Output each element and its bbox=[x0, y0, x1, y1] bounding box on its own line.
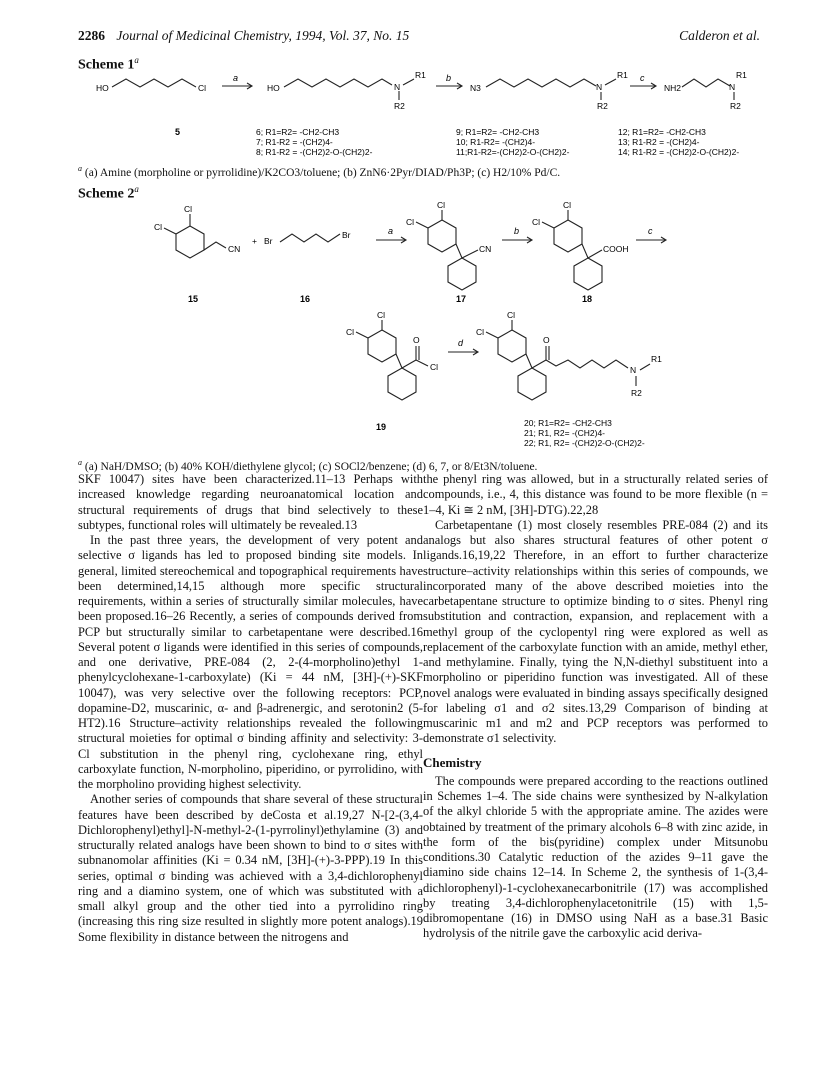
cpd19-o-label: O bbox=[413, 335, 420, 345]
scheme1-ho2-label: HO bbox=[267, 83, 280, 93]
paragraph: SKF 10047) sites have been characterized.11–13 Perhaps with increased knowledge regarding neuroanatomical location and structural requirements of drugs that bind selectively to these subtypes, functional roles will ultimately be revealed.13 bbox=[78, 472, 423, 532]
compound-17-label: 17 bbox=[456, 294, 467, 304]
cpd19-cl-label-2: Cl bbox=[377, 310, 386, 320]
compound-16-label: 16 bbox=[300, 294, 311, 304]
compound-13-label: 13; R1-R2 = -(CH2)4- bbox=[618, 137, 700, 147]
right-column bbox=[423, 472, 768, 942]
plus-sign: + bbox=[252, 236, 257, 246]
running-author: Calderon et al. bbox=[679, 28, 760, 43]
cpd16-br-label: Br bbox=[264, 236, 273, 246]
cpd18-cl-label: Cl bbox=[532, 217, 541, 227]
scheme1-title: Scheme 1$^a$ bbox=[78, 55, 139, 73]
scheme1-r1-label-3: R1 bbox=[736, 70, 747, 80]
cpd15-cn-label: CN bbox=[228, 244, 241, 254]
cpd20-cl-label-2: Cl bbox=[507, 310, 516, 320]
scheme1-r2-label-2: R2 bbox=[597, 101, 608, 111]
page-number: 2286 bbox=[78, 28, 105, 43]
scheme1-n-label-2: N bbox=[596, 82, 603, 92]
cpd19-cl-label: Cl bbox=[346, 327, 355, 337]
compound-18-label: 18 bbox=[582, 294, 593, 304]
scheme2-caption: $^a$ (a) NaH/DMSO; (b) 40% KOH/diethylene glycol; (c) SOCl2/benzene; (d) 6, 7, or 8/Et3N/toluene. bbox=[78, 458, 538, 473]
compound-21-label: 21; R1, R2= -(CH2)4- bbox=[524, 428, 606, 438]
paragraph: Another series of compounds that share several of these structural features have been described by deCosta et al.19,27 N-[2-(3,4-Dichlorophenyl)ethyl]-N-methyl-2-(1-pyrrolinyl)ethylamine (3) and structurally related analogs have been shown to bind to σ sites with subnanomolar affinities (Ki = 0.34 nM, [3H]-(+)-3-PPP).19 In this series, optimal σ binding was achieved with a 3,4-dichlorophenyl ring and a diamino system, one of which was substituted with a small alkyl group and the other tied into a pyrrolidino ring (increasing this ring size resulted in slightly more potent analogs).19 Some flexibility in distance between the nitrogens and bbox=[78, 792, 423, 944]
scheme1-arrow-c: c bbox=[640, 73, 645, 83]
scheme2-arrow-a: a bbox=[388, 226, 394, 236]
cpd18-cooh-label: COOH bbox=[603, 244, 629, 254]
compound-19-label: 19 bbox=[376, 422, 387, 432]
scheme2-figure bbox=[150, 200, 730, 472]
compound-5-label: 5 bbox=[175, 127, 181, 137]
compound-10-label: 10; R1-R2= -(CH2)4- bbox=[456, 137, 536, 147]
compound-12-label: 12; R1=R2= -CH2-CH3 bbox=[618, 127, 706, 137]
paragraph: The compounds were prepared according to the reactions outlined in Schemes 1–4. The side chains were synthesized by N-alkylation of the alkyl chloride 5 with the appropriate amine. The azides were obtained by treatment of the primary alcohols 6–8 with zinc azide, in the form of the bis(pyridine) complex under Mitsunobu conditions.30 Catalytic reduction of the azides 9–11 gave the diamino side chains 12–14. In Scheme 2, the synthesis of 1-(3,4-dichlorophenyl)-1-cyclohexanecarbonitrile (17) was accomplished by treating 3,4-dichlorophenylacetonitrile (15) with 1,5-dibromopentane (16) in DMSO using NaH as a base.31 Basic hydrolysis of the nitrile gave the carboxylic acid deriva- bbox=[423, 773, 768, 941]
running-header bbox=[78, 28, 760, 46]
compound-20-label: 20; R1=R2= -CH2-CH3 bbox=[524, 418, 612, 428]
cpd18-cl-label-2: Cl bbox=[563, 200, 572, 210]
paragraph: the phenyl ring was allowed, but in a structurally related series of compounds, i.e., 4, this distance was found to be more flexible (n = 1–4, Ki ≅ 2 nM, [3H]-DTG).22,28 bbox=[423, 472, 768, 517]
cpd20-r2-label: R2 bbox=[631, 388, 642, 398]
paragraph: Carbetapentane (1) most closely resembles PRE-084 (2) and its analogs but also shares structural features of other potent σ ligands.16,19,22 Therefore, in an effort to further characterize structure–activity relationships within this series of compounds, we incorporated many of the above described moieties into the carbetapentane structure to optimize binding to σ sites. Phenyl ring substitution and contraction, expansion, and replacement with a methyl group of the cyclopentyl ring were explored as well as replacement of the carboxylate function with an amide, methyl ether, and methylamine. Finally, tying the N,N-diethyl substituent into a morpholino or piperidino function was investigated. All of these novel analogs were evaluated in binding assays specifically designed for labeling σ1 and σ2 sites.13,29 Comparison of binding at muscarinic m1 and m2 and PCP receptors was performed to demonstrate σ1 selectivity. bbox=[423, 517, 768, 746]
scheme2-arrow-d: d bbox=[458, 338, 464, 348]
scheme1-arrow-a: a bbox=[233, 73, 239, 83]
scheme1-nh2-label: NH2 bbox=[664, 83, 682, 93]
cpd16-br-label-2: Br bbox=[342, 230, 351, 240]
compound-6-label: 6; R1=R2= -CH2-CH3 bbox=[256, 127, 340, 137]
scheme1-r2-label-3: R2 bbox=[730, 101, 741, 111]
cpd17-cl-label-2: Cl bbox=[437, 200, 446, 210]
scheme1-cl-label: Cl bbox=[198, 83, 207, 93]
cpd20-n-label: N bbox=[630, 365, 637, 375]
scheme1-caption: $^a$ (a) Amine (morpholine or pyrrolidine)/K2CO3/toluene; (b) ZnN6·2Pyr/DIAD/Ph3P; (c) H2/10% Pd/C. bbox=[78, 164, 561, 179]
compound-7-label: 7; R1-R2 = -(CH2)4- bbox=[256, 137, 333, 147]
compound-15-label: 15 bbox=[188, 294, 199, 304]
cpd19-cl-label-3: Cl bbox=[430, 362, 439, 372]
scheme2-arrow-b: b bbox=[514, 226, 520, 236]
journal-citation: Journal of Medicinal Chemistry, 1994, Vol. 37, No. 15 bbox=[116, 28, 410, 43]
cpd17-cn-label: CN bbox=[479, 244, 492, 254]
cpd20-r1-label: R1 bbox=[651, 354, 662, 364]
compound-9-label: 9; R1=R2= -CH2-CH3 bbox=[456, 127, 540, 137]
cpd15-cl-label: Cl bbox=[154, 222, 163, 232]
paragraph: In the past three years, the development of very potent and selective σ ligands has led to proposed binding site models. In general, limited stereochemical and topographical requirements have been determined,14,15 although more specific structural requirements, within a series of structurally similar molecules, have been proposed.16–26 Recently, a series of compounds derived from PCP but structurally similar to carbetapentane were described.16 Several potent σ ligands were identified in this series of compounds, and one derivative, PRE-084 (2, 2-(4-morpholino)ethyl 1-phenylcyclohexane-1-carboxylate) (Ki = 44 nM, [3H]-(+)-SKF 10047), was very selective over the following receptors: PCP, dopamine-D2, muscarinic, α- and β-adrenergic, and serotonin2 (5-HT2).16 Structure–activity relationships revealed the following structural moieties for optimal σ binding affinity and selectivity: 3-Cl substitution in the phenyl ring, cyclohexane ring, ethyl carboxylate function, N-morpholino, piperidino, or pyrrolidino, with the morpholino providing highest selectivity. bbox=[78, 533, 423, 791]
compound-8-label: 8; R1-R2 = -(CH2)2-O-(CH2)2- bbox=[256, 147, 373, 157]
scheme2-title: Scheme 2$^a$ bbox=[78, 184, 139, 202]
cpd15-cl-label-2: Cl bbox=[184, 204, 193, 214]
cpd17-cl-label: Cl bbox=[406, 217, 415, 227]
scheme1-n3-label: N3 bbox=[470, 83, 481, 93]
compound-22-label: 22; R1, R2= -(CH2)2-O-(CH2)2- bbox=[524, 438, 645, 448]
scheme2-arrow-c: c bbox=[648, 226, 653, 236]
scheme1-r1-label-2: R1 bbox=[617, 70, 628, 80]
compound-14-label: 14; R1-R2 = -(CH2)2-O-(CH2)2- bbox=[618, 147, 740, 157]
compound-11-label: 11;R1-R2=-(CH2)2-O-(CH2)2- bbox=[456, 147, 570, 157]
scheme1-r2-label: R2 bbox=[394, 101, 405, 111]
scheme1-figure bbox=[70, 66, 750, 170]
scheme1-arrow-b: b bbox=[446, 73, 452, 83]
scheme1-ho-label: HO bbox=[96, 83, 109, 93]
left-column bbox=[78, 472, 423, 945]
scheme1-n-label-3: N bbox=[729, 82, 736, 92]
section-heading: Chemistry bbox=[423, 754, 482, 770]
scheme1-n-label: N bbox=[394, 82, 401, 92]
cpd20-o-label: O bbox=[543, 335, 550, 345]
scheme1-r1-label: R1 bbox=[415, 70, 426, 80]
cpd20-cl-label: Cl bbox=[476, 327, 485, 337]
